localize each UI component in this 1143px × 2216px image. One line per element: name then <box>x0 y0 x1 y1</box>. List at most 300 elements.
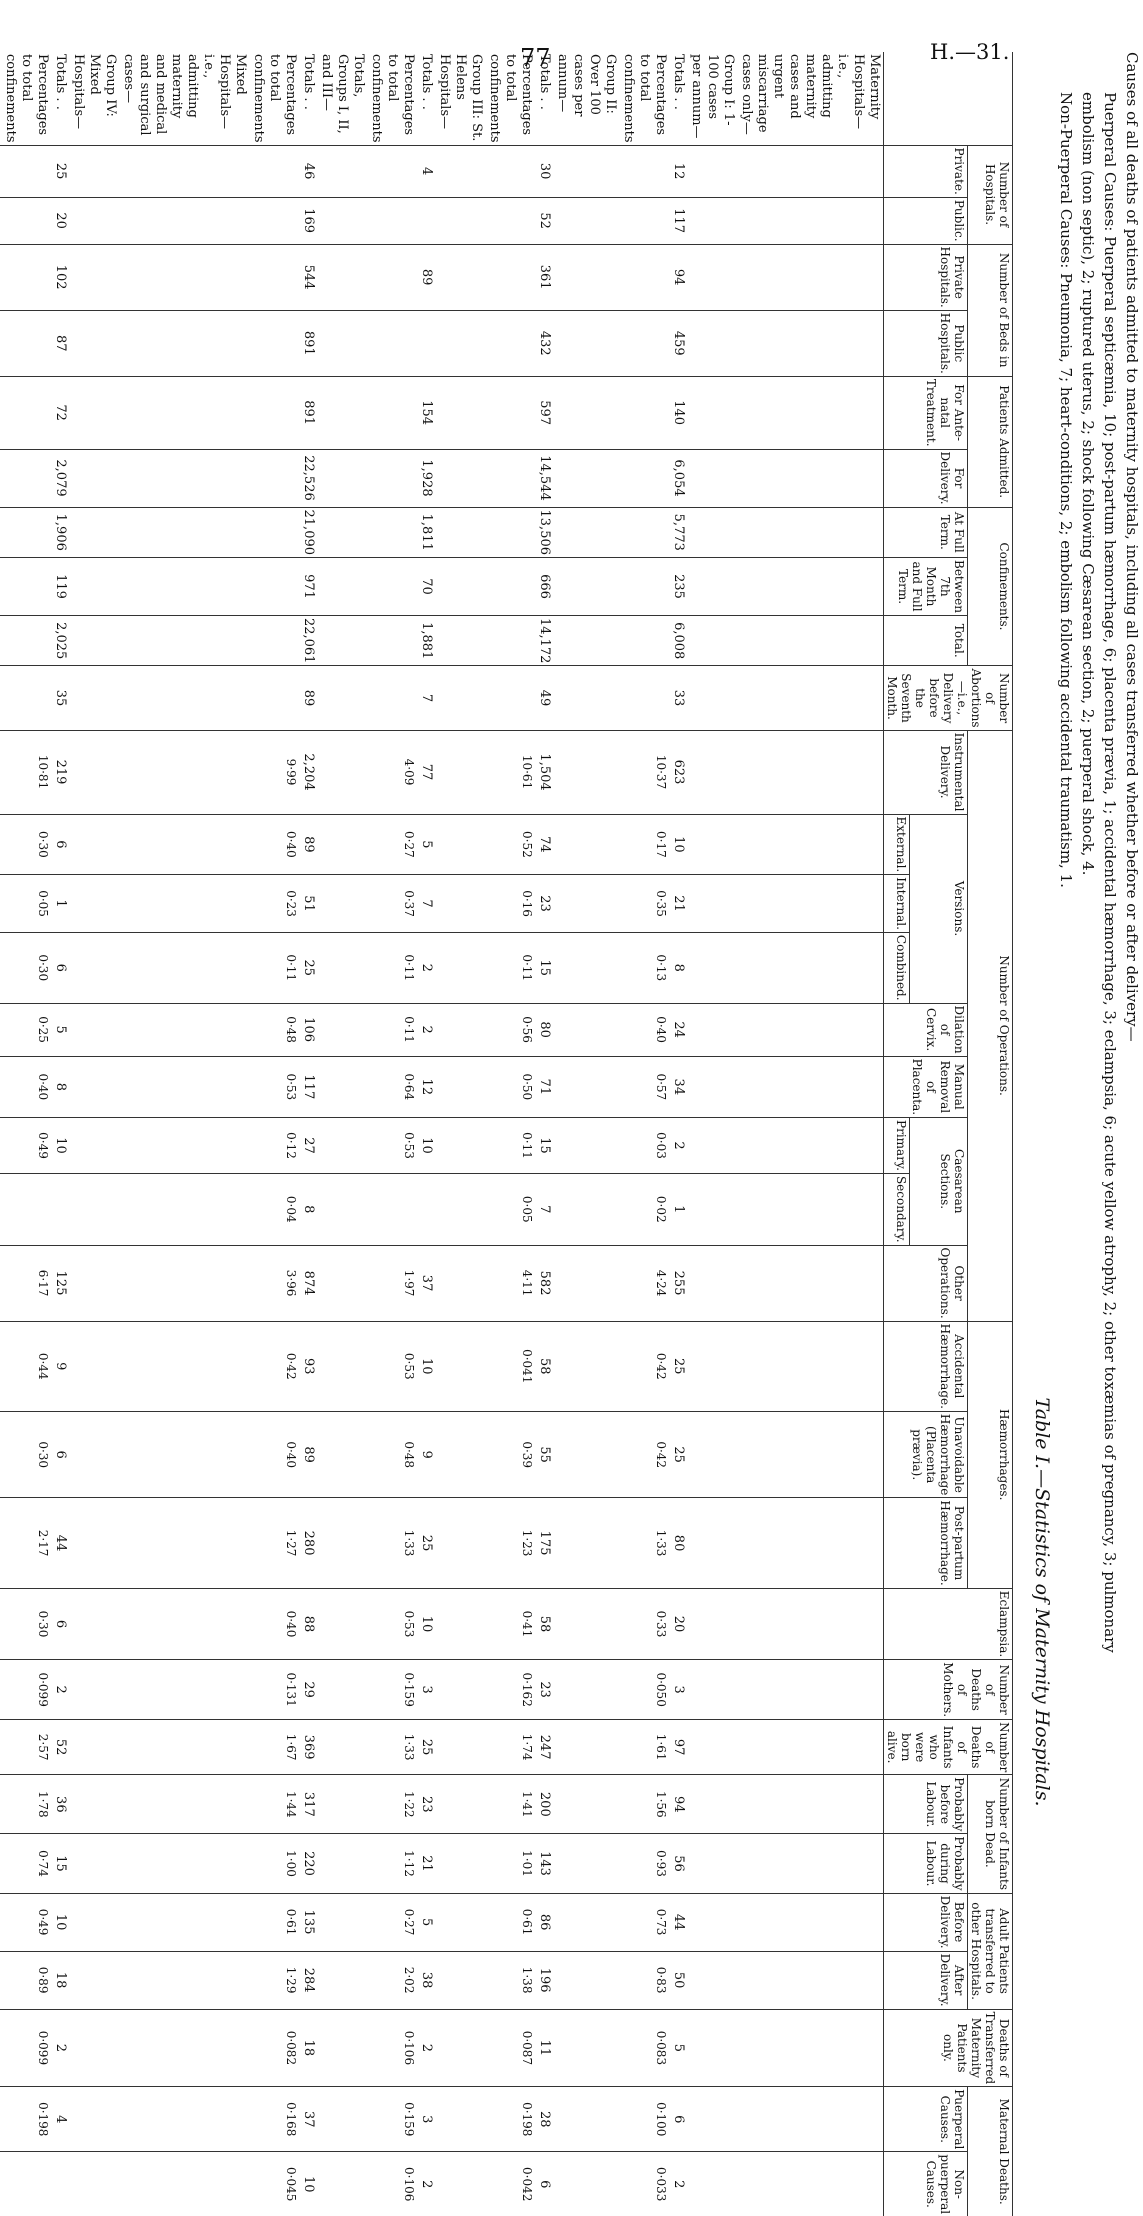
table-cell: 18 <box>299 2009 317 2087</box>
table-cell: 6 <box>51 1588 69 1660</box>
table-cell: 15 <box>535 932 553 1003</box>
table-cell <box>687 244 737 310</box>
table-cell <box>119 814 249 875</box>
table-cell: 0·53 <box>367 1588 417 1660</box>
table-cell <box>69 875 119 933</box>
table-cell: 72 <box>51 376 69 449</box>
table-cell: 1,811 <box>417 507 435 558</box>
table-cell <box>367 558 417 616</box>
table-cell: 1·67 <box>249 1720 299 1775</box>
table-cell <box>317 932 367 1003</box>
table-cell <box>367 615 417 666</box>
table-cell: 20 <box>669 1588 687 1660</box>
table-cell: 125 <box>51 1245 69 1321</box>
table-cell <box>553 1056 619 1117</box>
table-cell: 0·168 <box>249 2087 299 2152</box>
table-cell: 0·41 <box>485 1588 535 1660</box>
table-cell <box>367 244 417 310</box>
table-cell: 0·106 <box>367 2152 417 2216</box>
table-cell <box>553 1173 619 1245</box>
table-cell <box>687 1588 737 1660</box>
table-cell <box>0 2152 1 2216</box>
table-cell: 5 <box>669 2009 687 2087</box>
table-cell: 9 <box>51 1321 69 1411</box>
row-label: Percentages to total confinements <box>251 54 298 143</box>
table-cell <box>485 449 535 507</box>
table-cell <box>687 1056 737 1117</box>
table-cell <box>317 1720 367 1775</box>
table-cell <box>367 310 417 376</box>
table-cell: 1·01 <box>485 1834 535 1893</box>
table-cell <box>317 1118 367 1174</box>
table-cell <box>69 1056 119 1117</box>
row-label: Totals, Groups I, II, and III— <box>319 54 366 134</box>
header-confinements: Confinements. <box>968 507 1013 666</box>
table-cell: 1·33 <box>619 1498 669 1588</box>
table-cell <box>1 666 51 730</box>
table-cell <box>687 1893 737 1951</box>
table-cell: 2 <box>417 2009 435 2087</box>
table-cell: 0·042 <box>485 2152 535 2216</box>
table-row <box>367 52 417 2216</box>
header-postpartum: Post-partum Hæmorrhage. <box>884 1498 968 1588</box>
header-between: Between 7th Month and Full Term. <box>884 558 968 616</box>
table-cell: 89 <box>299 666 317 730</box>
table-cell <box>435 145 485 197</box>
table-cell: 10 <box>669 814 687 875</box>
table-cell: 8 <box>299 1173 317 1245</box>
table-cell: 0·35 <box>619 875 669 933</box>
table-cell: 3 <box>669 1660 687 1720</box>
table-cell: 4 <box>417 145 435 197</box>
table-cell <box>1 2152 51 2216</box>
header-accidental: Accidental Hæmorrhage. <box>884 1321 968 1411</box>
table-cell <box>1 449 51 507</box>
table-cell: 10 <box>417 1321 435 1411</box>
header-abortions: Number of Abortions—i.e., Delivery before the Seventh Month. <box>884 666 1013 730</box>
table-cell: 369 <box>299 1720 317 1775</box>
footnote-line: Causes of all deaths of patients admitted to maternity hospitals, including all cases transferred whether before or after delivery— <box>1123 52 1141 1042</box>
table-row <box>619 52 669 2216</box>
table-cell: 7 <box>417 666 435 730</box>
table-cell: 0·50 <box>485 1056 535 1117</box>
header-patients: Patients Admitted. <box>968 376 1013 507</box>
table-cell <box>317 1056 367 1117</box>
table-cell <box>435 1173 485 1245</box>
table-cell <box>119 558 249 616</box>
header-combined: Combined. <box>884 932 910 1003</box>
header-during-labour: Probably during Labour. <box>884 1834 968 1893</box>
table-cell: 13,506 <box>535 507 553 558</box>
table-cell <box>1 558 51 616</box>
table-cell: 3 <box>417 2087 435 2152</box>
table-cell <box>737 814 884 875</box>
table-cell: 86 <box>535 1893 553 1951</box>
table-cell <box>687 376 737 449</box>
table-cell <box>119 1321 249 1411</box>
table-cell <box>485 197 535 244</box>
table-cell: 58 <box>535 1321 553 1411</box>
table-cell <box>0 507 1 558</box>
table-cell: 0·11 <box>367 932 417 1003</box>
table-cell: 2·17 <box>1 1498 51 1588</box>
table-cell: 0·05 <box>1 875 51 933</box>
table-cell <box>737 875 884 933</box>
table-row <box>737 52 884 2216</box>
table-cell: 175 <box>535 1498 553 1588</box>
table-cell <box>317 145 367 197</box>
table-cell: 11 <box>535 2009 553 2087</box>
table-cell <box>69 1003 119 1056</box>
table-cell: 3·96 <box>249 1245 299 1321</box>
table-cell <box>737 1834 884 1893</box>
table-cell <box>435 244 485 310</box>
table-cell <box>249 558 299 616</box>
table-cell <box>317 1951 367 2009</box>
table-cell <box>0 2087 1 2152</box>
table-cell <box>51 1173 69 1245</box>
table-cell <box>119 1951 249 2009</box>
table-cell: 87 <box>51 310 69 376</box>
row-label: Percentages to total confinements <box>487 54 534 143</box>
table-cell <box>553 615 619 666</box>
table-cell: 280 <box>299 1498 317 1588</box>
table-cell <box>417 1173 435 1245</box>
table-cell: 20 <box>51 197 69 244</box>
table-cell <box>737 1245 884 1321</box>
table-cell <box>317 1321 367 1411</box>
table-cell <box>553 666 619 730</box>
table-cell <box>1 1173 51 1245</box>
table-cell: 361 <box>535 244 553 310</box>
table-cell: 0·082 <box>249 2009 299 2087</box>
table-cell: 0·13 <box>619 932 669 1003</box>
header-total: Total. <box>884 615 968 666</box>
row-label: Totals . . <box>419 54 434 110</box>
table-cell: 1,504 <box>535 730 553 814</box>
header-after-delivery: After Delivery. <box>884 1951 968 2009</box>
table-cell: 2·02 <box>367 1951 417 2009</box>
table-cell <box>737 2009 884 2087</box>
table-cell <box>553 1498 619 1588</box>
table-cell: 35 <box>51 666 69 730</box>
table-cell: 38 <box>417 1951 435 2009</box>
table-cell: 12 <box>417 1056 435 1117</box>
table-cell: 143 <box>535 1834 553 1893</box>
table-cell: 15 <box>51 1834 69 1893</box>
table-cell: 235 <box>669 558 687 616</box>
header-manual: Manual Removal of Placenta. <box>884 1056 968 1117</box>
table-cell: 10·61 <box>485 730 535 814</box>
table-cell <box>0 615 1 666</box>
table-cell <box>553 1245 619 1321</box>
table-cell: 8 <box>51 1056 69 1117</box>
table-cell <box>619 507 669 558</box>
table-cell <box>737 558 884 616</box>
table-cell <box>553 2152 619 2216</box>
table-cell: 3 <box>417 1660 435 1720</box>
table-cell: 33 <box>669 666 687 730</box>
row-label: Totals . . <box>671 54 686 110</box>
header-num-beds: Number of Beds in <box>968 244 1013 376</box>
table-cell: 9·99 <box>249 730 299 814</box>
table-cell: 49 <box>535 666 553 730</box>
table-cell <box>0 376 1 449</box>
table-cell: 89 <box>299 1411 317 1498</box>
table-cell <box>119 875 249 933</box>
table-cell: 0·05 <box>485 1173 535 1245</box>
table-cell: 0·106 <box>367 2009 417 2087</box>
table-cell <box>737 1588 884 1660</box>
table-cell <box>619 145 669 197</box>
table-cell: 89 <box>417 244 435 310</box>
table-cell <box>737 310 884 376</box>
table-cell <box>619 615 669 666</box>
table-cell: 93 <box>299 1321 317 1411</box>
table-cell: 0·39 <box>485 1411 535 1498</box>
table-cell: 10 <box>417 1588 435 1660</box>
table-cell <box>687 507 737 558</box>
table-cell <box>435 1498 485 1588</box>
table-cell: 2 <box>51 1660 69 1720</box>
row-label: Percentages to total confinements <box>3 54 50 143</box>
table-cell: 247 <box>535 1720 553 1775</box>
table-cell <box>317 1245 367 1321</box>
table-cell: 5,773 <box>669 507 687 558</box>
table-cell: 94 <box>669 244 687 310</box>
header-born-dead: Number of Infants born Dead. <box>968 1775 1013 1893</box>
table-cell: 0·64 <box>367 1056 417 1117</box>
footnote-line: embolism (non septic), 2; ruptured uterus, 2; shock following Cæsarean section, 2; puerperal shock, 4. <box>1079 92 1097 876</box>
table-cell <box>1 507 51 558</box>
table-cell <box>317 814 367 875</box>
table-cell <box>69 730 119 814</box>
table-cell: 5 <box>417 814 435 875</box>
table-cell <box>737 449 884 507</box>
header-puerperal: Puerperal Causes. <box>884 2087 968 2152</box>
header-antenatal: For Ante-natal Treatment. <box>884 376 968 449</box>
table-cell <box>119 1893 249 1951</box>
table-cell <box>249 507 299 558</box>
table-cell: 0·100 <box>619 2087 669 2152</box>
table-cell: 51 <box>299 875 317 933</box>
table-cell: 544 <box>299 244 317 310</box>
table-cell <box>737 507 884 558</box>
header-external: External. <box>884 814 910 875</box>
table-cell <box>737 932 884 1003</box>
table-cell <box>553 1893 619 1951</box>
table-cell <box>687 1173 737 1245</box>
table-cell <box>619 310 669 376</box>
table-cell <box>687 2152 737 2216</box>
table-cell <box>249 197 299 244</box>
table-cell <box>485 507 535 558</box>
table-cell <box>69 1720 119 1775</box>
table-cell: 0·49 <box>1 1118 51 1174</box>
table-cell: 0·050 <box>619 1660 669 1720</box>
table-cell <box>435 310 485 376</box>
table-cell <box>367 449 417 507</box>
header-primary: Primary. <box>884 1118 910 1174</box>
table-row <box>1 52 51 2216</box>
table-cell: 71 <box>535 1056 553 1117</box>
table-cell <box>69 1893 119 1951</box>
table-cell: 0·099 <box>1 2009 51 2087</box>
table-cell <box>317 2152 367 2216</box>
table-cell: 6 <box>51 1411 69 1498</box>
table-cell: 0·16 <box>485 875 535 933</box>
table-cell: 2,204 <box>299 730 317 814</box>
table-cell: 102 <box>51 244 69 310</box>
table-cell: 25 <box>669 1321 687 1411</box>
table-row <box>553 52 619 2216</box>
table-cell <box>737 1660 884 1720</box>
table-cell <box>317 244 367 310</box>
table-cell: 70 <box>417 558 435 616</box>
table-cell <box>553 730 619 814</box>
row-label: Group IV: Mixed Hospitals— <box>71 54 118 130</box>
table-cell <box>553 1720 619 1775</box>
table-cell <box>317 875 367 933</box>
table-cell <box>0 1951 1 2009</box>
table-cell <box>119 1245 249 1321</box>
table-cell: 874 <box>299 1245 317 1321</box>
table-cell <box>249 615 299 666</box>
table-cell <box>737 1321 884 1411</box>
table-cell <box>687 1660 737 1720</box>
table-cell <box>317 1003 367 1056</box>
table-cell: 1·38 <box>485 1951 535 2009</box>
row-label: Percentages to total confinements <box>621 54 668 143</box>
row-label: Totals . . <box>301 54 316 110</box>
table-cell <box>69 1588 119 1660</box>
row-label: Totals . . <box>53 54 68 110</box>
table-cell: 94 <box>669 1775 687 1834</box>
table-cell <box>119 2009 249 2087</box>
table-cell <box>0 197 1 244</box>
table-cell <box>69 1173 119 1245</box>
table-cell <box>619 376 669 449</box>
table-cell <box>317 730 367 814</box>
table-cell: 25 <box>417 1720 435 1775</box>
table-cell: 6 <box>51 932 69 1003</box>
table-cell: 5 <box>51 1003 69 1056</box>
table-cell <box>485 310 535 376</box>
table-cell <box>687 197 737 244</box>
row-label: Percentages to total confinements <box>369 54 416 143</box>
table-cell <box>317 2087 367 2152</box>
table-cell <box>367 145 417 197</box>
table-cell <box>69 1660 119 1720</box>
table-cell: 0·52 <box>485 814 535 875</box>
table-cell <box>435 449 485 507</box>
table-cell: 0·11 <box>485 1118 535 1174</box>
table-cell <box>687 875 737 933</box>
table-cell: 0·40 <box>249 814 299 875</box>
table-cell <box>435 2009 485 2087</box>
table-cell: 0·27 <box>367 1893 417 1951</box>
table-cell <box>485 615 535 666</box>
table-cell <box>553 1951 619 2009</box>
table-cell: 55 <box>535 1411 553 1498</box>
table-cell <box>0 932 1 1003</box>
header-blank <box>884 52 1013 145</box>
header-priv-hosp: Private Hospitals. <box>884 244 968 310</box>
table-cell <box>69 376 119 449</box>
table-cell: 6 <box>535 2152 553 2216</box>
table-cell: 21 <box>669 875 687 933</box>
table-cell <box>687 2009 737 2087</box>
table-cell: 1,881 <box>417 615 435 666</box>
table-cell <box>553 449 619 507</box>
table-cell: 4·24 <box>619 1245 669 1321</box>
header-internal: Internal. <box>884 875 910 933</box>
table-cell <box>1 376 51 449</box>
table-cell <box>435 1411 485 1498</box>
table-cell <box>687 2087 737 2152</box>
table-cell: 6 <box>669 2087 687 2152</box>
table-cell: 97 <box>669 1720 687 1775</box>
table-cell: 0·02 <box>619 1173 669 1245</box>
table-cell <box>249 376 299 449</box>
table-cell: 1·27 <box>249 1498 299 1588</box>
table-cell: 0·40 <box>619 1003 669 1056</box>
table-cell: 0·74 <box>1 1834 51 1893</box>
table-cell <box>687 1498 737 1588</box>
table-cell <box>553 1118 619 1174</box>
table-cell: 0·198 <box>1 2087 51 2152</box>
table-cell <box>687 730 737 814</box>
table-cell <box>687 1720 737 1775</box>
table-cell <box>553 2087 619 2152</box>
table-cell <box>69 310 119 376</box>
table-cell: 4 <box>51 2087 69 2152</box>
table-cell: 0·17 <box>619 814 669 875</box>
table-cell <box>687 666 737 730</box>
table-cell: 220 <box>299 1834 317 1893</box>
table-cell: 2 <box>669 2152 687 2216</box>
table-cell: 4·11 <box>485 1245 535 1321</box>
table-cell: 219 <box>51 730 69 814</box>
table-cell: 196 <box>535 1951 553 2009</box>
header-transferred: Adult Patients transferred to other Hospitals. <box>968 1893 1013 2009</box>
table-row <box>119 52 249 2216</box>
table-cell <box>485 244 535 310</box>
table-cell <box>737 197 884 244</box>
table-cell <box>367 1173 417 1245</box>
table-cell <box>69 2009 119 2087</box>
table-cell: 0·56 <box>485 1003 535 1056</box>
table-cell <box>619 244 669 310</box>
header-maternal: Maternal Deaths. <box>968 2087 1013 2216</box>
table-cell <box>69 558 119 616</box>
table-cell: 1·00 <box>249 1834 299 1893</box>
table-cell: 44 <box>669 1893 687 1951</box>
table-cell <box>249 244 299 310</box>
table-cell: 1·61 <box>619 1720 669 1775</box>
table-cell: 14,544 <box>535 449 553 507</box>
table-cell: 2 <box>417 2152 435 2216</box>
table-cell <box>69 1775 119 1834</box>
table-cell: 10·81 <box>1 730 51 814</box>
table-cell: 36 <box>51 1775 69 1834</box>
table-cell <box>0 1775 1 1834</box>
table-cell <box>0 1498 1 1588</box>
table-cell <box>485 376 535 449</box>
table-cell: 80 <box>535 1003 553 1056</box>
table-row <box>687 52 737 2216</box>
table-cell <box>737 2087 884 2152</box>
